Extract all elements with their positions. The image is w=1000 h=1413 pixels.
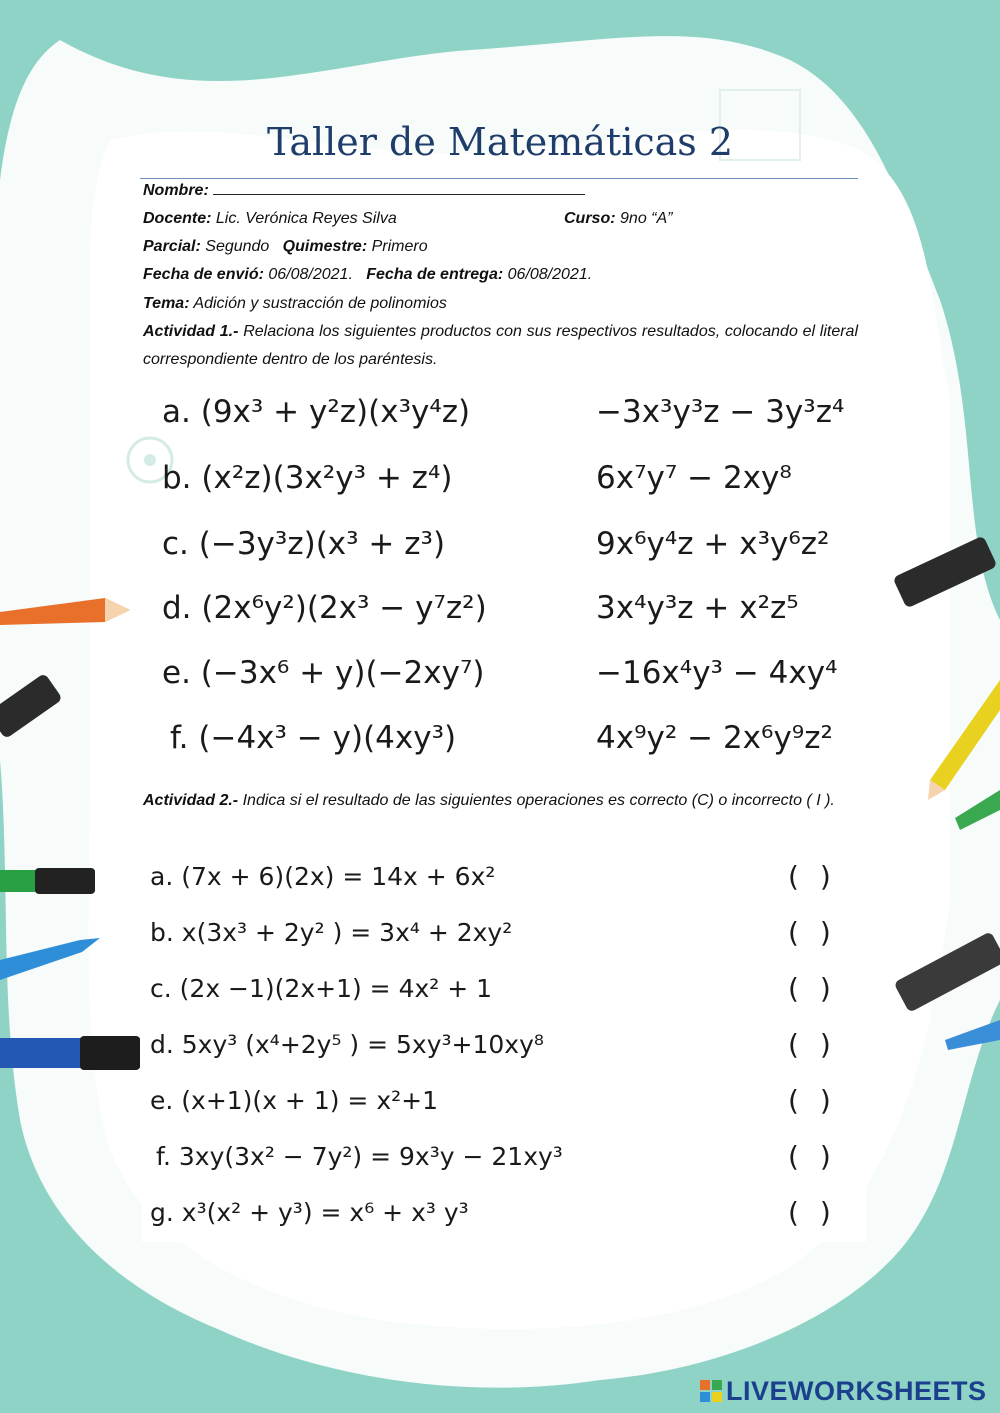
parcial-value: Segundo: [205, 238, 270, 255]
item-expression: (−4x³ − y)(4xy³): [198, 720, 457, 756]
item-letter: e.: [150, 1086, 174, 1115]
activity1-result-2: 6x⁷y⁷ − 2xy⁸: [596, 460, 792, 496]
activity2-text: Indica si el resultado de las siguientes operaciones es correcto (C) o incorrecto ( I ).: [242, 792, 835, 809]
answer-paren-b[interactable]: ( ): [788, 916, 837, 949]
item-expression: x(3x³ + 2y² ) = 3x⁴ + 2xy²: [181, 918, 513, 947]
activity2-instruction: [143, 787, 858, 815]
docente-label: Docente:: [143, 210, 212, 227]
item-expression: (x²z)(3x²y³ + z⁴): [201, 460, 453, 496]
activity1-result-3: 9x⁶y⁴z + x³y⁶z²: [596, 526, 830, 562]
curso-row: [564, 210, 864, 228]
item-letter: b.: [150, 918, 174, 947]
activity1-result-1: −3x³y³z − 3y³z⁴: [596, 394, 845, 430]
activity2-item-g: [150, 1198, 469, 1227]
activity1-result-4: 3x⁴y³z + x²z⁵: [596, 590, 799, 626]
activity1-label: Actividad 1.-: [143, 323, 239, 340]
item-expression: 3xy(3x² − 7y²) = 9x³y − 21xy³: [178, 1142, 563, 1171]
nombre-label: Nombre:: [143, 182, 209, 199]
quimestre-value: Primero: [371, 238, 428, 255]
curso-label: Curso:: [564, 210, 616, 227]
parcial-label: Parcial:: [143, 238, 201, 255]
tema-label: Tema:: [143, 295, 190, 312]
activity1-item-f: [170, 720, 456, 756]
activity2-item-f: [156, 1142, 563, 1171]
item-letter: c.: [150, 974, 172, 1003]
activity1-item-a: [162, 394, 470, 430]
item-expression: 5xy³ (x⁴+2y⁵ ) = 5xy³+10xy⁸: [181, 1030, 544, 1059]
activity2-item-c: [150, 974, 492, 1003]
activity1-result-5: −16x⁴y³ − 4xy⁴: [596, 655, 838, 691]
nombre-row: [143, 180, 858, 200]
activity2-item-a: [150, 862, 495, 891]
fechas-row: [143, 266, 858, 284]
activity2-item-b: [150, 918, 512, 947]
item-expression: (−3y³z)(x³ + z³): [198, 526, 446, 562]
tema-row: [143, 295, 858, 313]
answer-paren-a[interactable]: ( ): [788, 860, 837, 893]
activity2-label: Actividad 2.-: [143, 792, 239, 809]
item-letter: a.: [150, 862, 174, 891]
marker-green-icon: [0, 868, 95, 894]
item-expression: x³(x² + y³) = x⁶ + x³ y³: [181, 1198, 469, 1227]
tema-value: Adición y sustracción de polinomios: [193, 295, 447, 312]
marker-blue-icon: [0, 1036, 140, 1070]
item-letter: a.: [162, 394, 191, 430]
item-letter: e.: [162, 655, 191, 691]
item-letter: b.: [162, 460, 192, 496]
item-letter: d.: [162, 590, 192, 626]
envio-value: 06/08/2021.: [268, 266, 353, 283]
envio-label: Fecha de envió:: [143, 266, 264, 283]
page-title: Taller de Matemáticas 2: [266, 120, 734, 164]
logo-mark-icon: [700, 1380, 722, 1402]
activity1-instruction: [143, 318, 858, 374]
item-letter: f.: [156, 1142, 171, 1171]
item-letter: f.: [170, 720, 189, 756]
activity1-text: Relaciona los siguientes productos con sus respectivos resultados, colocando el literal correspondiente dentro de los paréntesis.: [143, 323, 859, 368]
answer-paren-f[interactable]: ( ): [788, 1140, 837, 1173]
docente-value: Lic. Verónica Reyes Silva: [215, 210, 397, 227]
item-expression: (−3x⁶ + y)(−2xy⁷): [200, 655, 485, 691]
item-letter: g.: [150, 1198, 174, 1227]
item-expression: (9x³ + y²z)(x³y⁴z): [200, 394, 471, 430]
nombre-blank[interactable]: [213, 180, 585, 195]
item-expression: (2x⁶y²)(2x³ − y⁷z²): [201, 590, 487, 626]
answer-paren-d[interactable]: ( ): [788, 1028, 837, 1061]
item-letter: d.: [150, 1030, 174, 1059]
answer-paren-c[interactable]: ( ): [788, 972, 837, 1005]
entrega-label: Fecha de entrega:: [366, 266, 504, 283]
item-letter: c.: [162, 526, 189, 562]
title-divider: [140, 178, 858, 179]
entrega-value: 06/08/2021.: [507, 266, 593, 283]
answer-paren-e[interactable]: ( ): [788, 1084, 837, 1117]
activity2-item-d: [150, 1030, 544, 1059]
item-expression: (x+1)(x + 1) = x²+1: [181, 1086, 438, 1115]
activity1-item-d: [162, 590, 487, 626]
activity1-item-c: [162, 526, 445, 562]
liveworksheets-logo: [700, 1376, 987, 1407]
activity2-item-e: [150, 1086, 438, 1115]
activity1-item-e: [162, 655, 485, 691]
activity1-item-b: [162, 460, 452, 496]
activity1-result-6: 4x⁹y² − 2x⁶y⁹z²: [596, 720, 833, 756]
curso-value: 9no “A”: [620, 210, 673, 227]
parcial-row: [143, 238, 858, 256]
quimestre-label: Quimestre:: [282, 238, 368, 255]
item-expression: (7x + 6)(2x) = 14x + 6x²: [181, 862, 496, 891]
answer-paren-g[interactable]: ( ): [788, 1196, 837, 1229]
item-expression: (2x −1)(2x+1) = 4x² + 1: [179, 974, 493, 1003]
logo-text: LIVEWORKSHEETS: [726, 1376, 987, 1406]
